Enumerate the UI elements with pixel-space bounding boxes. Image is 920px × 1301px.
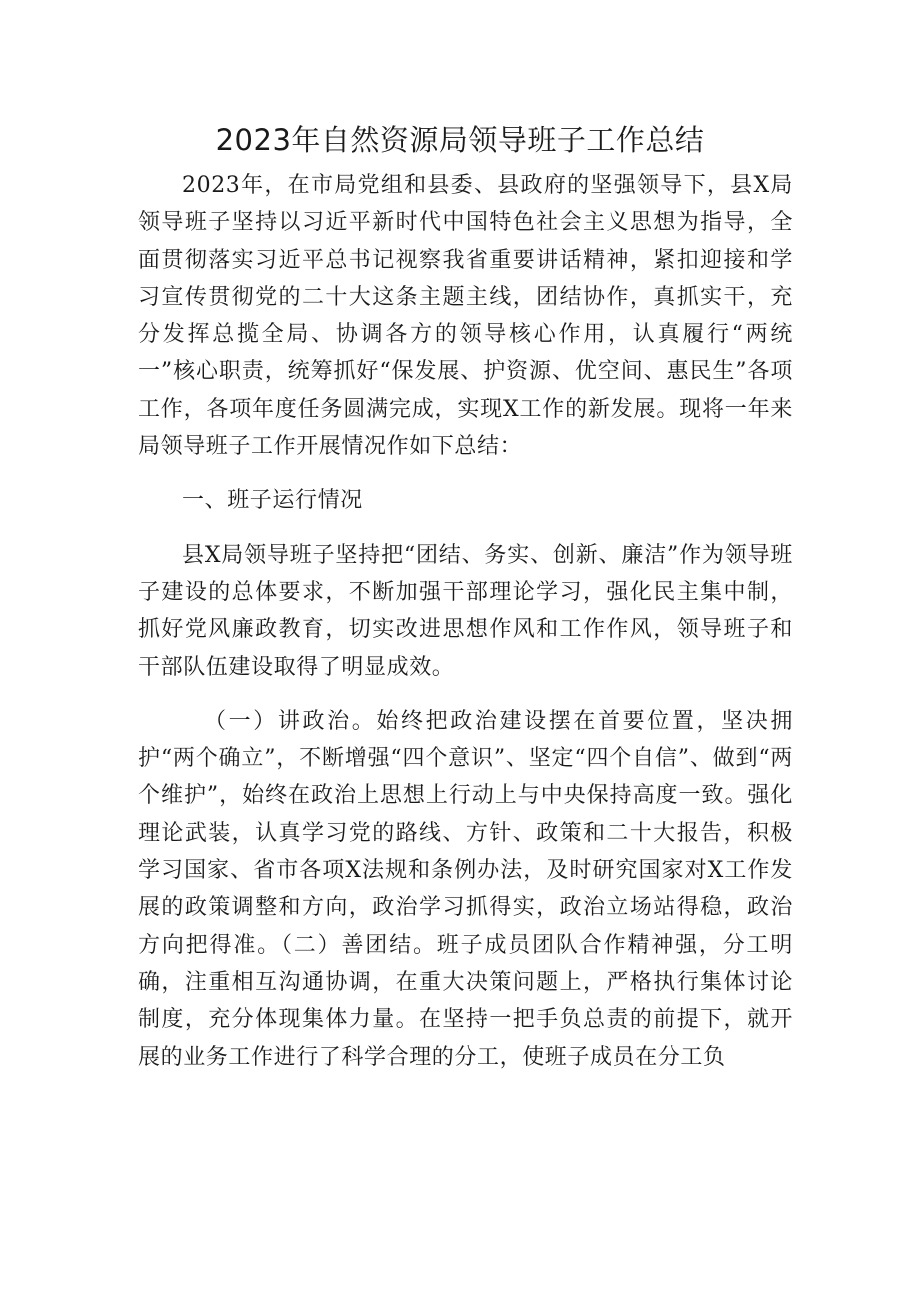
body-paragraph: 县X局领导班子坚持把“团结、务实、创新、廉洁”作为领导班子建设的总体要求，不断加强干部理论学习，强化民主集中制，抓好党风廉政教育，切实改进思想作风和工作作风，领导班子和干部队伍建设取得了明显成效。 — [138, 542, 793, 680]
document-body — [138, 167, 793, 1076]
body-paragraph: （一）讲政治。始终把政治建设摆在首要位置，坚决拥护“两个确立”，不断增强“四个意识”、坚定“四个自信”、做到“两个维护”，始终在政治上思想上行动上与中央保持高度一致。强化理论武装，认真学习党的路线、方针、政策和二十大报告，积极学习国家、省市各项X法规和条例办法，及时研究国家对X工作发展的政策调整和方向，政治学习抓得实，政治立场站得稳，政治方向把得准。（二）善团结。班子成员团队合作精神强，分工明确，注重相互沟通协调，在重大决策问题上，严格执行集体讨论制度，充分体现集体力量。在坚持一把手负总责的前提下，就开展的业务工作进行了科学合理的分工，使班子成员在分工负 — [138, 708, 793, 1070]
document-title: 2023年自然资源局领导班子工作总结 — [215, 123, 705, 157]
intro-paragraph: 2023年，在市局党组和县委、县政府的坚强领导下，县X局领导班子坚持以习近平新时代中国特色社会主义思想为指导，全面贯彻落实习近平总书记视察我省重要讲话精神，紧扣迎接和学习宣传贯彻党的二十大这条主题主线，团结协作，真抓实干，充分发挥总揽全局、协调各方的领导核心作用，认真履行“两统一”核心职责，统筹抓好“保发展、护资源、优空间、惠民生”各项工作，各项年度任务圆满完成，实现X工作的新发展。现将一年来局领导班子工作开展情况作如下总结： — [138, 173, 793, 460]
section-heading: 一、班子运行情况 — [182, 488, 363, 514]
